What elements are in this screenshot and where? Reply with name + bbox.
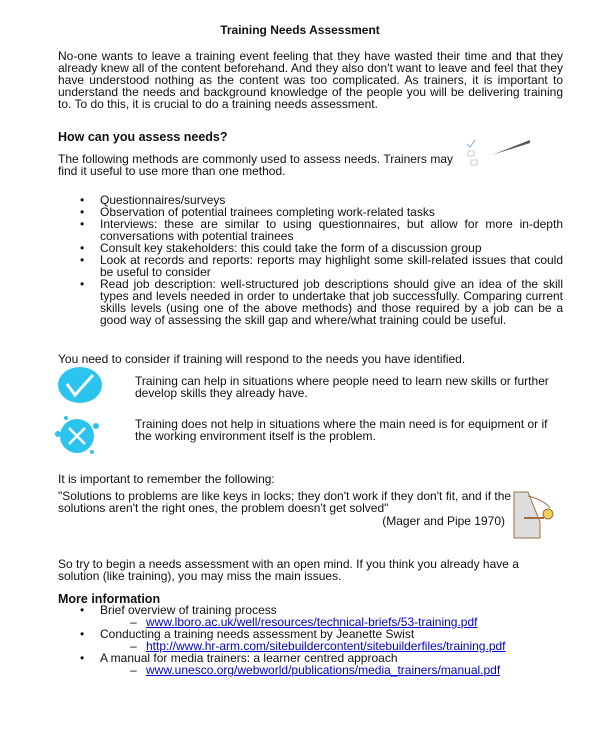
check-icon (57, 366, 103, 404)
not-helps-text: Training does not help in situations where the main need is for equipment or if the working environment itself is the problem. (135, 417, 548, 443)
list-item: • Questionnaires/surveys (80, 193, 226, 207)
checklist-pen-icon (462, 135, 532, 173)
list-item: • A manual for media trainers: a learner centred approach (80, 651, 398, 665)
list-item: – www.lboro.ac.uk/well/resources/technical-briefs/53-training.pdf (130, 615, 478, 629)
open-mind-text: So try to begin a needs assessment with an open mind. If you think you already have a solution (like training), you may miss the main issues. (58, 557, 519, 583)
assess-heading: How can you assess needs? (58, 130, 228, 144)
more-info-heading: More information (58, 592, 161, 606)
list-item: • Look at records and reports: reports may highlight some skill-related issues that could be useful to consider (80, 253, 563, 279)
more-info-list (80, 603, 570, 677)
remember-text: It is important to remember the following: (58, 472, 275, 486)
helps-text: Training can help in situations where people need to learn new skills or further develop skills they already have. (135, 374, 549, 400)
list-item: • Brief overview of training process (80, 603, 277, 617)
list-item: – www.unesco.org/webworld/publications/media_trainers/manual.pdf (130, 663, 501, 677)
list-item: • Observation of potential trainees completing work-related tasks (80, 205, 435, 219)
methods-list (80, 193, 563, 327)
list-item: • Interviews: these are similar to using questionnaires, but allow for more in-depth conversations with potential trainees (80, 217, 563, 243)
list-item: • Conducting a training needs assessment by Jeanette Swist (80, 627, 415, 641)
list-item: – http://www.hr-arm.com/sitebuildercontent/sitebuilderfiles/training.pdf (130, 639, 506, 653)
page-title: Training Needs Assessment (220, 23, 380, 37)
intro-paragraph: No-one wants to leave a training event feeling that they have wasted their time and that they already knew all of the content beforehand. And they also don't want to leave and feel that they have understood nothing as the content was too complicated. As trainers, it is important to understand the needs and background knowledge of the people you will be delivering training to. To do this, it is crucial to do a training needs assessment. (58, 49, 563, 111)
quote-text: "Solutions to problems are like keys in locks; they don't work if they don't fit, and if the solutions aren't the right ones, the problem doesn't get solved" (58, 489, 512, 515)
consider-text: You need to consider if training will respond to the needs you have identified. (58, 352, 466, 366)
key-lock-icon (510, 488, 562, 540)
list-item: • Consult key stakeholders: this could take the form of a discussion group (80, 241, 482, 255)
resource-link[interactable]: www.unesco.org/webworld/publications/media_trainers/manual.pdf (146, 663, 501, 677)
cross-icon (48, 412, 106, 460)
quote-attribution: (Mager and Pipe 1970) (382, 514, 505, 528)
resource-link[interactable]: http://www.hr-arm.com/sitebuildercontent/sitebuilderfiles/training.pdf (146, 639, 506, 653)
assess-text: The following methods are commonly used to assess needs. Trainers may find it useful to use more than one method. (58, 152, 453, 178)
resource-link[interactable]: www.lboro.ac.uk/well/resources/technical-briefs/53-training.pdf (146, 615, 478, 629)
list-item: • Read job description: well-structured job descriptions should give an idea of the skill types and levels needed in order to undertake that job successfully. Comparing current skills levels (using one of the above methods) and those required by a job can be a good way of assessing the skill gap and where/what training could be useful. (80, 277, 563, 327)
